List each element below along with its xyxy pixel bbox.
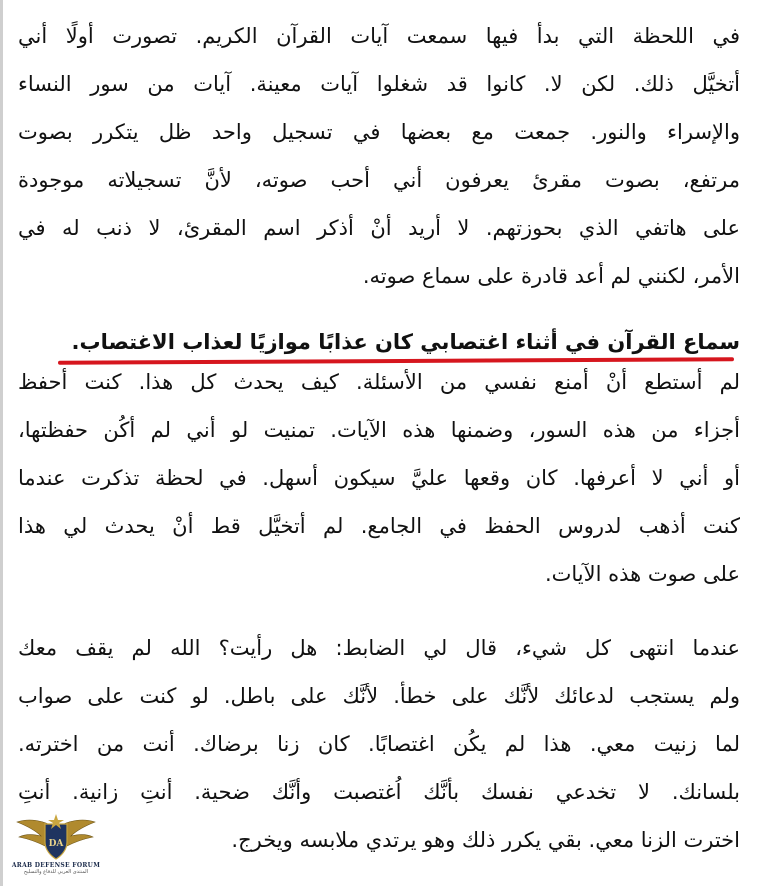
text-line: أتخيَّل ذلك. لكن لا. كانوا قد شغلوا آيات معينة. آيات من سور النساء (18, 72, 740, 96)
text-line: على هاتفي الذي بحوزتهم. لا أريد أنْ أذكر اسم المقرئ، لا ذنب له في (18, 216, 740, 240)
watermark-title: ARAB DEFENSE FORUM (11, 862, 101, 869)
forum-watermark (11, 810, 101, 882)
winged-shield-icon (15, 810, 97, 862)
text-line: لم أستطع أنْ أمنع نفسي من الأسئلة. كيف يحدث كل هذا. كنت أحفظ (18, 370, 740, 394)
text-line: مرتفع، بصوت مقرئ يعرفون أني أحب صوته، لأنَّ تسجيلاته موجودة (18, 168, 740, 192)
text-line: ولم يستجب لدعائك لأنَّك على خطأ. لأنَّك على باطل. لو كنت على صواب (18, 684, 740, 708)
text-line: اخترت الزنا معي. بقي يكرر ذلك وهو يرتدي ملابسه ويخرج. (231, 828, 740, 852)
text-line: أجزاء من هذه السور، وضمنها هذه الآيات. تمنيت لو أني لم أكُن حفظتها، (18, 418, 740, 442)
text-line: أو أني لا أعرفها. كان وقعها عليَّ سيكون أسهل. في لحظة تذكرت عندما (18, 466, 740, 490)
text-line: لما زنيت معي. هذا لم يكُن اغتصابًا. كان زنا برضاك. أنت من اخترته. (18, 732, 740, 756)
text-line: في اللحظة التي بدأ فيها سمعت آيات القرآن الكريم. تصورت أولًا أني (18, 24, 740, 48)
paragraph-4 (18, 624, 740, 864)
watermark-subtitle: المنتدى العربي للدفاع والتسليح (23, 869, 89, 875)
highlighted-sentence: سماع القرآن في أثناء اغتصابي كان عذابًا موازيًا لعذاب الاغتصاب. (71, 330, 740, 354)
text-line: عندما انتهى كل شيء، قال لي الضابط: هل رأيت؟ الله لم يقف معك (18, 636, 740, 660)
text-line: بلسانك. لا تخدعي نفسك بأنَّك اُغتصبت وأنَّك ضحية. أنتِ زانية. أنتِ (18, 780, 740, 804)
text-line: الأمر، لكنني لم أعد قادرة على سماع صوته. (362, 264, 740, 288)
paragraph-3 (18, 358, 740, 598)
paragraph-1 (18, 12, 740, 300)
text-line: كنت أذهب لدروس الحفظ في الجامع. لم أتخيَّل قط أنْ يحدث لي هذا (18, 514, 740, 538)
watermark-logo-letters: DA (48, 839, 64, 849)
text-line: على صوت هذه الآيات. (544, 562, 740, 586)
text-line: والإسراء والنور. جمعت مع بعضها في تسجيل واحد ظل يتكرر بصوت (18, 120, 740, 144)
